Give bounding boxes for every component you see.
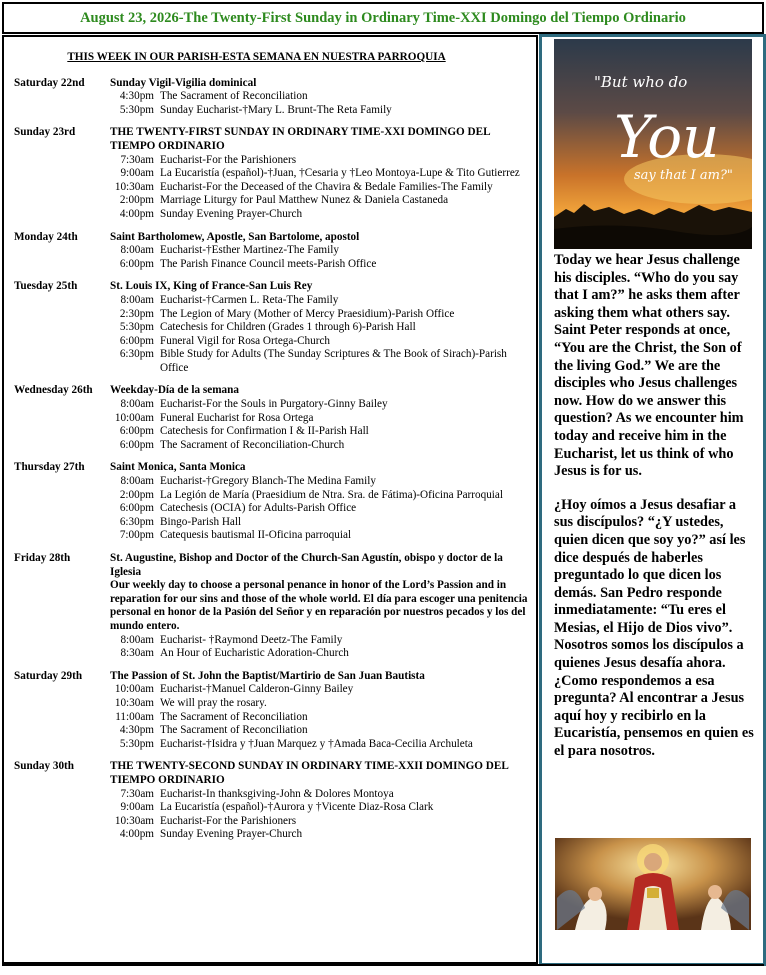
feast-title: Weekday-Día de la semana [110,384,239,397]
event-description: La Legión de María (Praesidium de Ntra. Sra. de Fátima)-Oficina Parroquial [160,488,503,501]
schedule-day [14,461,529,543]
day-label: Thursday 27th [14,461,85,474]
schedule-event [110,801,529,815]
event-time: 8:30am [120,647,154,660]
event-time: 10:00am [114,411,154,424]
schedule-event [110,321,529,335]
event-description: An Hour of Eucharistic Adoration-Church [160,647,349,660]
feast-title: Saint Monica, Santa Monica [110,461,246,474]
event-description: Eucharist-†Carmen L. Reta-The Family [160,293,339,306]
event-time: 10:30am [114,696,154,709]
quote-line-2: You [614,103,720,171]
event-description: Eucharist-For the Souls in Purgatory-Ginny Bailey [160,398,388,411]
event-time: 4:30pm [119,724,154,737]
schedule-event [110,294,529,308]
bulletin-title: August 23, 2026-The Twenty-First Sunday in Ordinary Time-XXI Domingo del Tiempo Ordinario [80,9,686,26]
schedule-event [110,711,529,725]
feast-title: Saint Bartholomew, Apostle, San Bartolome, apostol [110,230,360,243]
day-label: Friday 28th [14,552,71,564]
event-description: Eucharist-For the Parishioners [160,153,297,166]
event-description: Bible Study for Adults (The Sunday Scriptures & The Book of Sirach)-Parish Office [160,348,507,374]
schedule-event [110,683,529,697]
schedule-event [110,516,529,530]
schedule-event [110,90,529,104]
event-description: Eucharist-†Manuel Calderon-Ginny Bailey [160,683,354,696]
schedule-day [14,126,529,221]
event-description: Catequesis bautismal II-Oficina parroquial [160,529,352,542]
event-description: Catechesis for Confirmation I & II-Parish Hall [160,425,369,438]
feast-title: St. Louis IX, King of France-San Luis Rey [110,280,313,293]
event-description: Eucharist-For the Deceased of the Chavira & Bedale Families-The Family [160,180,493,193]
reflection-text [554,252,754,777]
schedule-event [110,244,529,258]
event-description: Sunday Evening Prayer-Church [160,828,303,841]
sunset-quote-image [554,39,752,249]
schedule-event [110,489,529,503]
event-time: 2:00pm [119,194,154,207]
schedule-event [110,167,529,181]
event-time: 5:30pm [119,103,154,116]
event-description: Catechesis for Children (Grades 1 through 6)-Parish Hall [160,321,416,334]
event-description: Eucharist-For the Parishioners [160,814,297,827]
schedule-day [14,280,529,375]
event-description: Eucharist- †Raymond Deetz-The Family [160,633,343,646]
schedule-event [110,308,529,322]
schedule-event [110,738,529,752]
event-time: 6:30pm [119,515,154,528]
reflection-english: Today we hear Jesus challenge his disciples. “Who do you say that I am?” he asks them after asking them what others say. Saint Peter responds at once, “You are the Christ, the Son of the living God.” We are the disciples who Jesus challenges now. How do we answer this question? As we encounter him today and receive him in the Eucharist, let us think of who Jesus is for us. [554,252,744,480]
event-time: 11:00am [115,710,154,723]
event-time: 8:00am [120,398,154,411]
day-label: Wednesday 26th [14,384,93,397]
schedule-event [110,502,529,516]
event-description: Eucharist-†Esther Martinez-The Family [160,244,339,257]
feast-title: THE TWENTY-FIRST SUNDAY IN ORDINARY TIME-XXI DOMINGO DEL TIEMPO ORDINARIO [110,126,490,152]
quote-line-1: "But who do [594,73,688,91]
event-time: 5:30pm [119,737,154,750]
event-time: 7:30am [120,787,154,800]
schedule-day [14,552,529,661]
event-time: 6:00pm [119,334,154,347]
bottom-rule [2,964,764,966]
event-time: 6:00pm [119,425,154,438]
event-time: 10:30am [114,180,154,193]
schedule-event [110,398,529,412]
event-time: 4:30pm [119,90,154,103]
schedule-day [14,670,529,752]
day-label: Sunday 23rd [14,126,76,139]
event-time: 10:30am [114,814,154,827]
schedule-event [110,154,529,168]
schedule-event [110,181,529,195]
event-time: 4:00pm [119,207,154,220]
event-description: The Sacrament of Reconciliation-Church [160,438,345,451]
schedule-event [110,439,529,453]
bulletin-header [2,2,764,34]
last-supper-image [555,838,751,930]
penance-note: Our weekly day to choose a personal penance in honor of the Lord’s Passion and in reparation for our sins and those of the whole world. El día para escoger una penitencia personal en honor de la Pasión del Señor y en reparación por nuestros pecados y los del mundo entero. [110,579,528,632]
schedule-event [110,475,529,489]
event-description: La Eucaristía (español)-†Juan, †Cesaria y †Leo Montoya-Lupe & Tito Gutierrez [160,167,520,180]
event-time: 8:00am [120,293,154,306]
event-description: Funeral Vigil for Rosa Ortega-Church [160,334,331,347]
schedule-event [110,788,529,802]
schedule-title: THIS WEEK IN OUR PARISH-ESTA SEMANA EN NUESTRA PARROQUIA [67,51,446,63]
event-time: 6:30pm [119,348,154,361]
event-time: 6:00pm [119,438,154,451]
event-time: 10:00am [114,683,154,696]
feast-title: St. Augustine, Bishop and Doctor of the Church-San Agustín, obispo y doctor de la Iglesia [110,552,503,578]
event-description: The Sacrament of Reconciliation [160,90,308,103]
event-time: 6:00pm [119,257,154,270]
event-description: The Sacrament of Reconciliation [160,710,308,723]
schedule-panel [2,35,538,964]
schedule-event [110,647,529,661]
schedule-event [110,529,529,543]
event-description: Funeral Eucharist for Rosa Ortega [160,411,314,424]
schedule-event [110,815,529,829]
schedule-event [110,348,529,375]
event-description: The Legion of Mary (Mother of Mercy Praesidium)-Parish Office [160,307,455,320]
event-description: Eucharist-In thanksgiving-John & Dolores Montoya [160,787,394,800]
day-label: Monday 24th [14,230,78,243]
event-description: Bingo-Parish Hall [160,515,242,528]
event-description: La Eucaristía (español)-†Aurora y †Vicente Diaz-Rosa Clark [160,801,434,814]
event-time: 6:00pm [119,502,154,515]
feast-title: THE TWENTY-SECOND SUNDAY IN ORDINARY TIME-XXII DOMINGO DEL TIEMPO ORDINARIO [110,760,509,786]
event-time: 7:00pm [119,529,154,542]
schedule-event [110,634,529,648]
event-time: 7:30am [120,153,154,166]
event-description: Eucharist-†Isidra y †Juan Marquez y †Amada Baca-Cecilia Archuleta [160,737,473,750]
event-time: 9:00am [120,801,154,814]
day-label: Tuesday 25th [14,280,78,293]
event-time: 8:00am [120,244,154,257]
feast-title: The Passion of St. John the Baptist/Martirio de San Juan Bautista [110,669,425,682]
day-label: Saturday 29th [14,669,83,682]
event-description: The Parish Finance Council meets-Parish Office [160,257,377,270]
schedule-day [14,231,529,272]
event-time: 2:30pm [119,307,154,320]
schedule-event [110,724,529,738]
event-time: 2:00pm [119,488,154,501]
schedule-day [14,384,529,452]
event-description: Eucharist-†Gregory Blanch-The Medina Family [160,475,376,488]
schedule-event [110,697,529,711]
schedule-event [110,828,529,842]
schedule-event [110,194,529,208]
schedule-event [110,208,529,222]
event-time: 4:00pm [119,828,154,841]
event-time: 9:00am [120,167,154,180]
event-description: Sunday Eucharist-†Mary L. Brunt-The Reta Family [160,103,392,116]
event-description: The Sacrament of Reconciliation [160,724,308,737]
schedule-event [110,425,529,439]
schedule-event [110,258,529,272]
event-description: Sunday Evening Prayer-Church [160,207,303,220]
feast-title: Sunday Vigil-Vigilia dominical [110,76,257,89]
schedule-event [110,104,529,118]
reflection-spanish: ¿Hoy oímos a Jesus desafiar a sus discípulos? “¿Y ustedes, quien dicen que soy yo?” así les dice después de haberles preguntado lo que dicen los demás. San Pedro responde inmediatamente: “Tu eres el Mesias, el Hijo de Dios vivo”. Nosotros somos los discípulos a quienes Jesus desafía ahora. ¿Como respondemos a esa pregunta? Al encontrar a Jesus aquí hoy y recibirlo en la Eucaristía, pensemos en quien es el para nosotros. [554,496,754,760]
event-time: 8:00am [120,475,154,488]
event-description: Catechesis (OCIA) for Adults-Parish Office [160,502,357,515]
event-description: We will pray the rosary. [160,696,267,709]
schedule-list [14,51,529,851]
event-time: 5:30pm [119,321,154,334]
schedule-event [110,335,529,349]
event-time: 8:00am [120,633,154,646]
schedule-event [110,412,529,426]
quote-line-3: say that I am?" [634,168,733,183]
event-description: Marriage Liturgy for Paul Matthew Nunez & Daniela Castaneda [160,194,449,207]
schedule-day [14,77,529,118]
schedule-day [14,760,529,842]
day-label: Sunday 30th [14,760,75,773]
day-label: Saturday 22nd [14,76,85,89]
